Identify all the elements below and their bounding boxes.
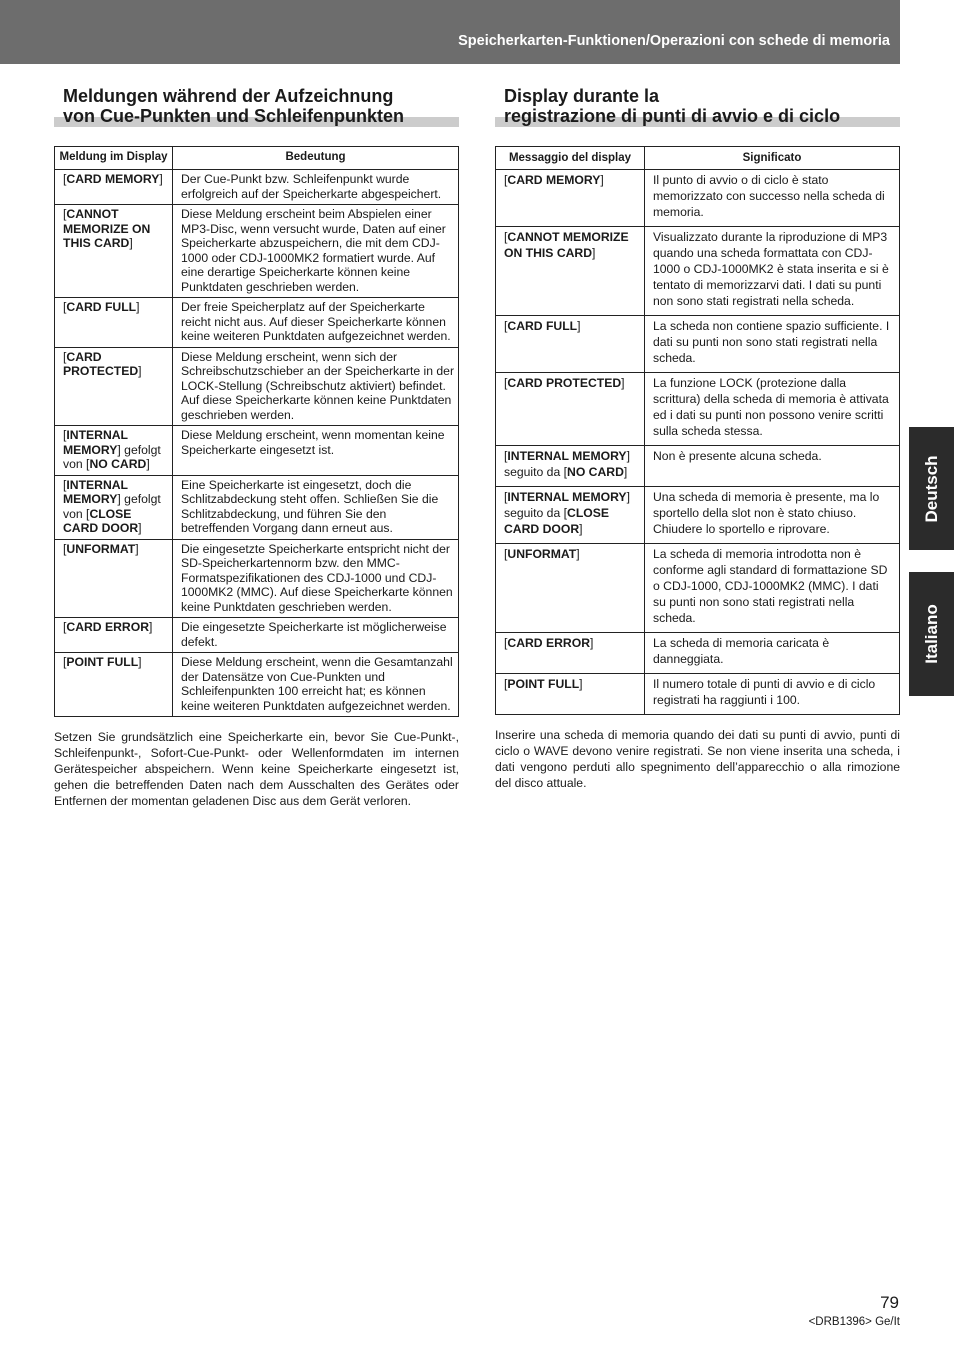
message-table-deutsch xyxy=(54,146,459,717)
display-message: [CANNOT MEMORIZE ON THIS CARD] xyxy=(55,205,173,298)
table-row xyxy=(55,170,459,205)
display-message: [CARD PROTECTED] xyxy=(496,373,645,446)
language-tab-label: Italiano xyxy=(921,604,941,664)
table-row xyxy=(496,316,900,373)
column-header-message: Meldung im Display xyxy=(55,147,173,170)
section-title-deutsch xyxy=(54,86,459,126)
message-code: CARD FULL xyxy=(507,319,578,333)
language-tab-label: Deutsch xyxy=(921,454,941,523)
message-meaning: Non è presente alcuna scheda. xyxy=(645,446,900,487)
display-message: [CARD FULL] xyxy=(496,316,645,373)
section-title-italiano xyxy=(495,86,900,126)
message-code: INTERNAL MEMORY xyxy=(63,428,128,457)
table-body xyxy=(55,170,459,717)
message-meaning: Diese Meldung erscheint, wenn momentan keine Speicherkarte eingesetzt ist. xyxy=(173,426,459,476)
display-message: [CANNOT MEMORIZE ON THIS CARD] xyxy=(496,227,645,316)
table-row xyxy=(55,653,459,717)
table-row xyxy=(55,205,459,298)
message-meaning: La scheda di memoria introdotta non è conforme agli standard di formattazione SD o CDJ-1000, CDJ-1000MK2 (MMC). I dati su punti non sono stati registrati nella scheda. xyxy=(645,544,900,633)
message-meaning: La scheda di memoria caricata è danneggiata. xyxy=(645,633,900,674)
message-code: UNFORMAT xyxy=(507,547,577,561)
message-code: CANNOT MEMORIZE ON THIS CARD xyxy=(504,230,629,260)
display-message: [POINT FULL] xyxy=(496,674,645,715)
display-message: [CARD FULL] xyxy=(55,298,173,348)
table-row xyxy=(55,426,459,476)
language-tab-deutsch xyxy=(909,427,954,550)
display-message: [UNFORMAT] xyxy=(55,539,173,618)
message-code: CARD PROTECTED xyxy=(507,376,622,390)
message-code: CARD ERROR xyxy=(507,636,590,650)
display-message: [INTERNAL MEMORY] seguito da [CLOSE CARD DOOR] xyxy=(496,487,645,544)
message-meaning: Der freie Speicherplatz auf der Speicherkarte reicht nicht aus. Auf dieser Speicherkarte können keine weiteren Punktdaten aufgezeichnet werden. xyxy=(173,298,459,348)
note-paragraph-deutsch: Setzen Sie grundsätzlich eine Speicherkarte ein, bevor Sie Cue-Punkt-, Schleifenpunkt-, Sofort-Cue-Punkt- oder Wellenformdaten im internen Gerätespeicher abspeichern. Wenn keine Speicherkarte eingesetzt ist, gehen die betreffenden Daten nach dem Ausschalten des Gerätes oder Entfernen der momentan geladenen Disc aus dem Gerät verloren. xyxy=(54,730,459,808)
message-code: INTERNAL MEMORY xyxy=(507,490,627,504)
message-code: CARD PROTECTED xyxy=(63,349,139,378)
message-meaning: La funzione LOCK (protezione dalla scrittura) della scheda di memoria è attivata ed i dati su punti non possono venire scritti sulla scheda stessa. xyxy=(645,373,900,446)
display-message: [INTERNAL MEMORY] gefolgt von [NO CARD] xyxy=(55,426,173,476)
message-table-italiano xyxy=(495,146,900,715)
message-code: INTERNAL MEMORY xyxy=(507,449,627,463)
display-message: [CARD MEMORY] xyxy=(55,170,173,205)
table-row xyxy=(496,446,900,487)
section-title-line-2: registrazione di punti di avvio e di ciclo xyxy=(504,106,841,126)
section-title-line-2: von Cue-Punkten und Schleifenpunkten xyxy=(63,106,405,126)
table-row xyxy=(496,373,900,446)
column-header-meaning: Bedeutung xyxy=(173,147,459,170)
message-code: CARD ERROR xyxy=(66,620,149,634)
message-code: CARD MEMORY xyxy=(507,173,601,187)
table-row xyxy=(496,544,900,633)
message-code: UNFORMAT xyxy=(66,541,136,556)
message-meaning: La scheda non contiene spazio sufficiente. I dati su punti non sono stati registrati nella scheda. xyxy=(645,316,900,373)
column-deutsch xyxy=(54,86,459,809)
message-meaning: Diese Meldung erscheint, wenn sich der Schreibschutzschieber an der Speicherkarte in der LOCK-Stellung (Schreibschutz aktiviert) befindet. Auf diese Speicherkarte können keine Punktdaten geschrieben werden. xyxy=(173,347,459,426)
section-title-line-1: Display durante la xyxy=(504,86,660,106)
header-title: Speicherkarten-Funktionen/Operazioni con schede di memoria xyxy=(458,33,890,49)
language-tab-italiano xyxy=(909,572,954,696)
column-italiano xyxy=(495,86,900,791)
column-header-message: Messaggio del display xyxy=(496,147,645,170)
display-message: [CARD ERROR] xyxy=(496,633,645,674)
message-code: CLOSE CARD DOOR xyxy=(504,506,609,536)
display-message: [INTERNAL MEMORY] gefolgt von [CLOSE CARD DOOR] xyxy=(55,475,173,539)
message-code: CARD FULL xyxy=(66,300,137,314)
table-row xyxy=(496,674,900,715)
display-message: [CARD PROTECTED] xyxy=(55,347,173,426)
message-meaning: Il punto di avvio o di ciclo è stato memorizzato con successo nella scheda di memoria. xyxy=(645,170,900,227)
message-code: NO CARD xyxy=(567,465,624,479)
table-row xyxy=(55,618,459,653)
message-meaning: Der Cue-Punkt bzw. Schleifenpunkt wurde erfolgreich auf der Speicherkarte abgespeichert. xyxy=(173,170,459,205)
message-meaning: Il numero totale di punti di avvio e di ciclo registrati ha raggiunti i 100. xyxy=(645,674,900,715)
message-meaning: Una scheda di memoria è presente, ma lo sportello della slot non è stato chiuso. Chiudere lo sportello e riprovare. xyxy=(645,487,900,544)
table-row xyxy=(496,487,900,544)
table-row xyxy=(496,633,900,674)
page-number: 79 xyxy=(880,1293,899,1312)
display-message: [POINT FULL] xyxy=(55,653,173,717)
message-code: CARD MEMORY xyxy=(66,172,160,186)
display-message: [CARD MEMORY] xyxy=(496,170,645,227)
message-code: CANNOT MEMORIZE ON THIS CARD xyxy=(63,207,151,250)
message-code: POINT FULL xyxy=(507,677,580,691)
document-code: <DRB1396> Ge/It xyxy=(808,1316,900,1328)
table-row xyxy=(55,475,459,539)
note-paragraph-italiano: Inserire una scheda di memoria quando dei dati su punti di avvio, punti di ciclo o WAVE devono venire registrati. Se non viene inserita una scheda, i dati vengono perduti allo spegnimento dell’apparecchio o alla rimozione del disco attuale. xyxy=(495,728,900,790)
table-row xyxy=(55,539,459,618)
table-header-row xyxy=(496,147,900,170)
header-bar xyxy=(0,0,900,64)
table-row xyxy=(496,227,900,316)
message-meaning: Diese Meldung erscheint beim Abspielen einer MP3-Disc, wenn versucht wurde, Daten auf einer Speicherkarte abzuspeichern, die mit dem CDJ-1000 oder CDJ-1000MK2 formatiert wurde. Auf eine derartige Speicherkarte können keine Punktdaten geschrieben werden. xyxy=(173,205,459,298)
message-meaning: Eine Speicherkarte ist eingesetzt, doch die Schlitzabdeckung steht offen. Schließen Sie die Schlitzabdeckung, und führen Sie den betreffenden Vorgang dann erneut aus. xyxy=(173,475,459,539)
message-meaning: Die eingesetzte Speicherkarte entspricht nicht der SD-Speicherkartennorm bzw. den MMC-Formatspezifikationen des CDJ-1000 und CDJ-1000MK2 (MMC). Auf diese Speicherkarte können keine Punktdaten geschrieben werden. xyxy=(173,539,459,618)
message-code: POINT FULL xyxy=(66,655,139,669)
message-code: NO CARD xyxy=(89,457,147,471)
column-header-meaning: Significato xyxy=(645,147,900,170)
display-message: [CARD ERROR] xyxy=(55,618,173,653)
display-message: [INTERNAL MEMORY] seguito da [NO CARD] xyxy=(496,446,645,487)
message-code: CLOSE CARD DOOR xyxy=(63,506,139,535)
message-meaning: Diese Meldung erscheint, wenn die Gesamtanzahl der Datensätze von Cue-Punkten und Schleifenpunkten 100 erreicht hat; es können keine weiteren Punktdaten aufgezeichnet werden. xyxy=(173,653,459,717)
display-message: [UNFORMAT] xyxy=(496,544,645,633)
table-row xyxy=(55,347,459,426)
message-meaning: Visualizzato durante la riproduzione di MP3 quando una scheda formattata con CDJ-1000 o CDJ-1000MK2 è stata inserita e si è tentato di memorizzarvi dati. I dati su punti non sono stati registrati nella scheda. xyxy=(645,227,900,316)
message-meaning: Die eingesetzte Speicherkarte ist möglicherweise defekt. xyxy=(173,618,459,653)
table-header-row xyxy=(55,147,459,170)
table-body xyxy=(496,170,900,715)
table-row xyxy=(496,170,900,227)
section-title-line-1: Meldungen während der Aufzeichnung xyxy=(63,86,394,106)
message-code: INTERNAL MEMORY xyxy=(63,477,128,506)
table-row xyxy=(55,298,459,348)
